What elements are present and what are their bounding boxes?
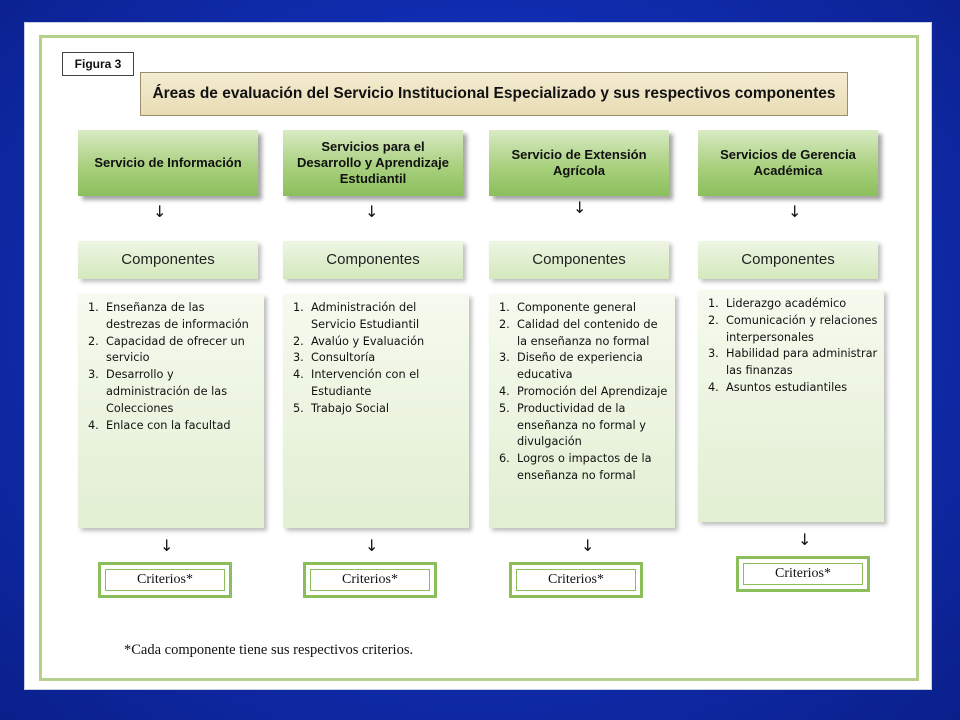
list-item: 6. Logros o impactos de la enseñanza no formal	[499, 452, 652, 482]
arrow-down-icon: ↓	[365, 202, 379, 221]
components-box: Componentes	[283, 241, 463, 279]
criteria-box	[98, 562, 232, 598]
arrow-down-icon: ↓	[153, 202, 167, 221]
components-list	[78, 294, 264, 528]
list-item: 5. Trabajo Social	[293, 401, 390, 415]
list-item: 3. Habilidad para administrar las finanzas	[708, 347, 878, 378]
components-list	[489, 294, 675, 528]
arrow-down-icon: ↓	[581, 536, 595, 555]
column-header: Servicio de Información	[78, 130, 258, 196]
arrow-down-icon: ↓	[798, 530, 812, 549]
list-item: 3. Consultoría	[293, 351, 376, 365]
arrow-down-icon: ↓	[573, 198, 587, 217]
list-item: 4. Intervención con el Estudiante	[293, 368, 420, 398]
list-item: 1. Administración del Servicio Estudiantil	[293, 301, 420, 331]
arrow-down-icon: ↓	[365, 536, 379, 555]
list-item: 4. Promoción del Aprendizaje	[499, 384, 668, 398]
list-item: 2. Avalúo y Evaluación	[293, 334, 425, 348]
list-item: 4. Enlace con la facultad	[88, 418, 231, 432]
footnote: *Cada componente tiene sus respectivos criterios.	[124, 642, 414, 658]
list-item: 2. Calidad del contenido de la enseñanza no formal	[499, 317, 658, 348]
list-item: 3. Desarrollo y administración de las Colecciones	[88, 368, 228, 415]
components-box: Componentes	[489, 241, 669, 279]
list-item: 2. Capacidad de ofrecer un servicio	[88, 334, 245, 365]
list-item: 2. Comunicación y relaciones interpersonales	[708, 313, 878, 344]
diagram-title: Áreas de evaluación del Servicio Institucional Especializado y sus respectivos componentes	[140, 72, 848, 116]
criteria-label: Criterios*	[743, 563, 863, 585]
list-item: 3. Diseño de experiencia educativa	[499, 351, 643, 382]
list-item: 4. Asuntos estudiantiles	[708, 380, 848, 394]
column-header: Servicio de Extensión Agrícola	[489, 130, 669, 196]
components-list	[283, 294, 469, 528]
components-box: Componentes	[698, 241, 878, 279]
criteria-label: Criterios*	[105, 569, 225, 591]
components-list	[698, 290, 884, 522]
column-header: Servicios de Gerencia Académica	[698, 130, 878, 196]
components-box: Componentes	[78, 241, 258, 279]
list-item: 1. Componente general	[499, 301, 637, 314]
list-item: 1. Enseñanza de las destrezas de información	[88, 301, 249, 331]
criteria-box	[303, 562, 437, 598]
figure-label: Figura 3	[62, 52, 134, 76]
arrow-down-icon: ↓	[160, 536, 174, 555]
criteria-box	[509, 562, 643, 598]
list-item: 1. Liderazgo académico	[708, 297, 847, 310]
figure-frame	[39, 35, 919, 681]
criteria-label: Criterios*	[516, 569, 636, 591]
arrow-down-icon: ↓	[788, 202, 802, 221]
criteria-box	[736, 556, 870, 592]
criteria-label: Criterios*	[310, 569, 430, 591]
column-header: Servicios para el Desarrollo y Aprendizaje Estudiantil	[283, 130, 463, 196]
list-item: 5. Productividad de la enseñanza no formal y divulgación	[499, 401, 646, 449]
slide	[24, 22, 932, 690]
